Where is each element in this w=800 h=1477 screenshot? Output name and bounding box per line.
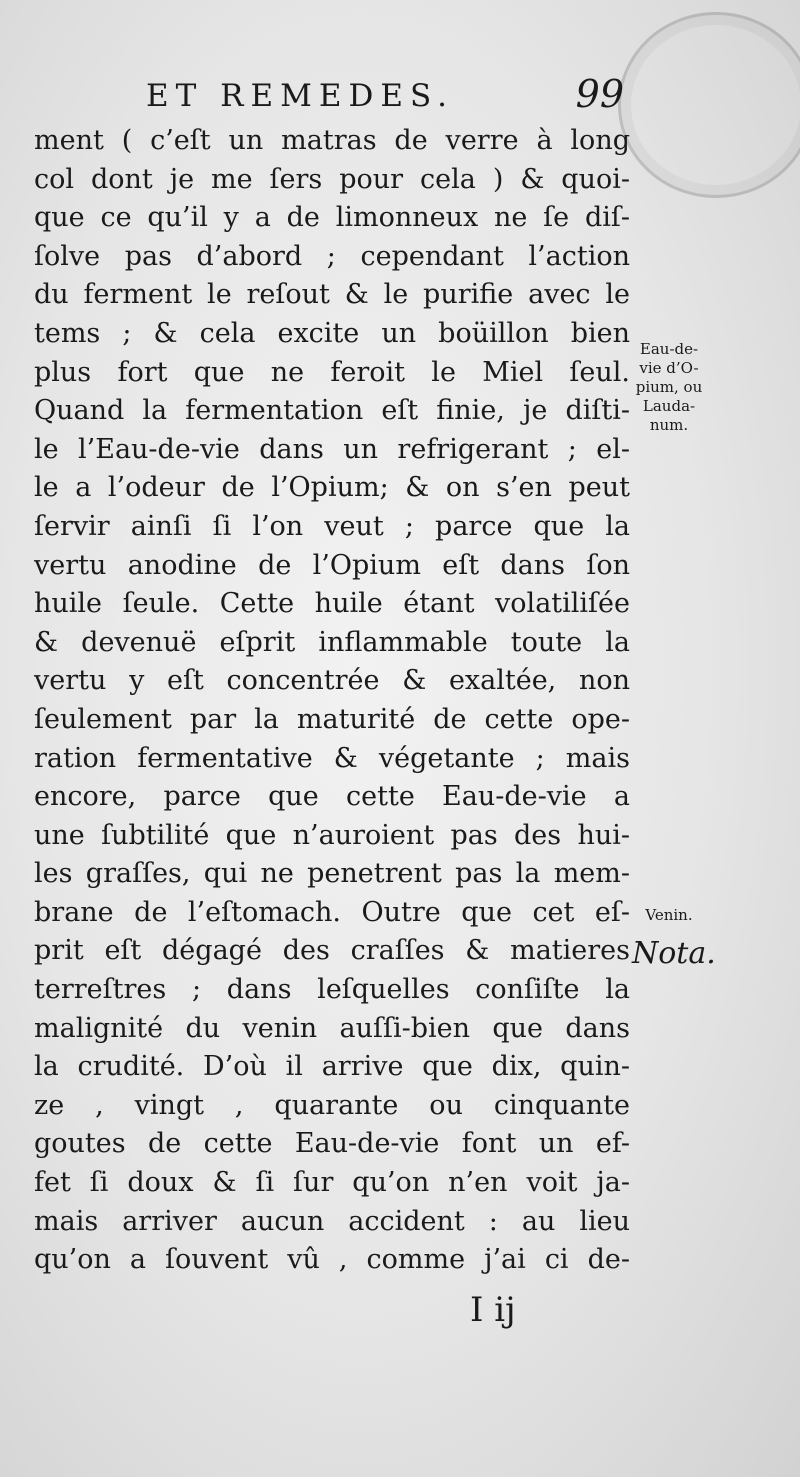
text-line: vertu anodine de l’Opium eſt dans ſon bbox=[34, 549, 630, 581]
text-line: prit eſt dégagé des craſſes & matieres bbox=[34, 935, 630, 967]
text-line: vertu y eſt concentrée & exaltée, non bbox=[34, 665, 630, 697]
text-line: col dont je me ſers pour cela ) & quoi- bbox=[34, 163, 630, 195]
running-title: ET REMEDES. bbox=[146, 78, 454, 114]
margin-note-nota: Nota. bbox=[632, 936, 716, 971]
text-line: le l’Eau-de-vie dans un refrigerant ; el- bbox=[34, 433, 630, 465]
text-line: ze , vingt , quarante ou cinquante bbox=[34, 1089, 630, 1121]
text-line: goutes de cette Eau-de-vie font un ef- bbox=[34, 1128, 630, 1160]
margin-note-opium bbox=[630, 340, 708, 435]
text-line: qu’on a ſouvent vû , comme j’ai ci de- bbox=[34, 1244, 630, 1276]
page-number: 99 bbox=[575, 72, 624, 116]
text-line: ſeulement par la maturité de cette ope- bbox=[34, 703, 630, 735]
text-line: ſervir ainſi ſi l’on veut ; parce que la bbox=[34, 510, 630, 542]
text-line: fet ſi doux & ſi ſur qu’on n’en voit ja- bbox=[34, 1167, 630, 1199]
text-line: une ſubtilité que n’auroient pas des hui- bbox=[34, 819, 630, 851]
text-line: les graſſes, qui ne penetrent pas la mem- bbox=[34, 858, 630, 890]
text-line: malignité du venin auſſi-bien que dans bbox=[34, 1012, 630, 1044]
margin-note-line: vie d’O- bbox=[639, 359, 699, 377]
margin-note-line: Lauda- bbox=[642, 397, 696, 415]
text-line: tems ; & cela excite un boüillon bien bbox=[34, 317, 630, 349]
body-text bbox=[34, 122, 630, 1280]
text-line: encore, parce que cette Eau-de-vie a bbox=[34, 781, 630, 813]
text-line: mais arriver aucun accident : au lieu bbox=[34, 1205, 630, 1237]
text-line: Quand la fermentation eſt finie, je diſti- bbox=[34, 395, 630, 427]
text-line: brane de l’eſtomach. Outre que cet eſ- bbox=[34, 896, 630, 928]
margin-note-line: num. bbox=[649, 416, 689, 434]
text-line: la crudité. D’où il arrive que dix, quin- bbox=[34, 1051, 630, 1083]
running-head bbox=[34, 74, 630, 124]
text-line: huile ſeule. Cette huile étant volatiliſée bbox=[34, 588, 630, 620]
text-line: que ce qu’il y a de limonneux ne ſe diſ- bbox=[34, 202, 630, 234]
margin-note-line: Eau-de- bbox=[639, 340, 699, 358]
library-stamp bbox=[618, 12, 800, 198]
text-line: ration fermentative & végetante ; mais bbox=[34, 742, 630, 774]
margin-note-line: pium, ou bbox=[635, 378, 703, 396]
text-line: le a l’odeur de l’Opium; & on s’en peut bbox=[34, 472, 630, 504]
text-line: ment ( c’eſt un matras de verre à long bbox=[34, 125, 630, 156]
text-line: & devenuë eſprit inflammable toute la bbox=[34, 626, 630, 658]
text-line: du ferment le reſout & le purifie avec le bbox=[34, 279, 630, 311]
text-line: plus fort que ne feroit le Miel ſeul. bbox=[34, 356, 630, 388]
text-line: terreſtres ; dans leſquelles conſiſte la bbox=[34, 974, 630, 1006]
margin-note-venin: Venin. bbox=[645, 906, 693, 924]
signature-mark: I ij bbox=[470, 1290, 516, 1330]
text-line: ſolve pas d’abord ; cependant l’action bbox=[34, 240, 630, 272]
